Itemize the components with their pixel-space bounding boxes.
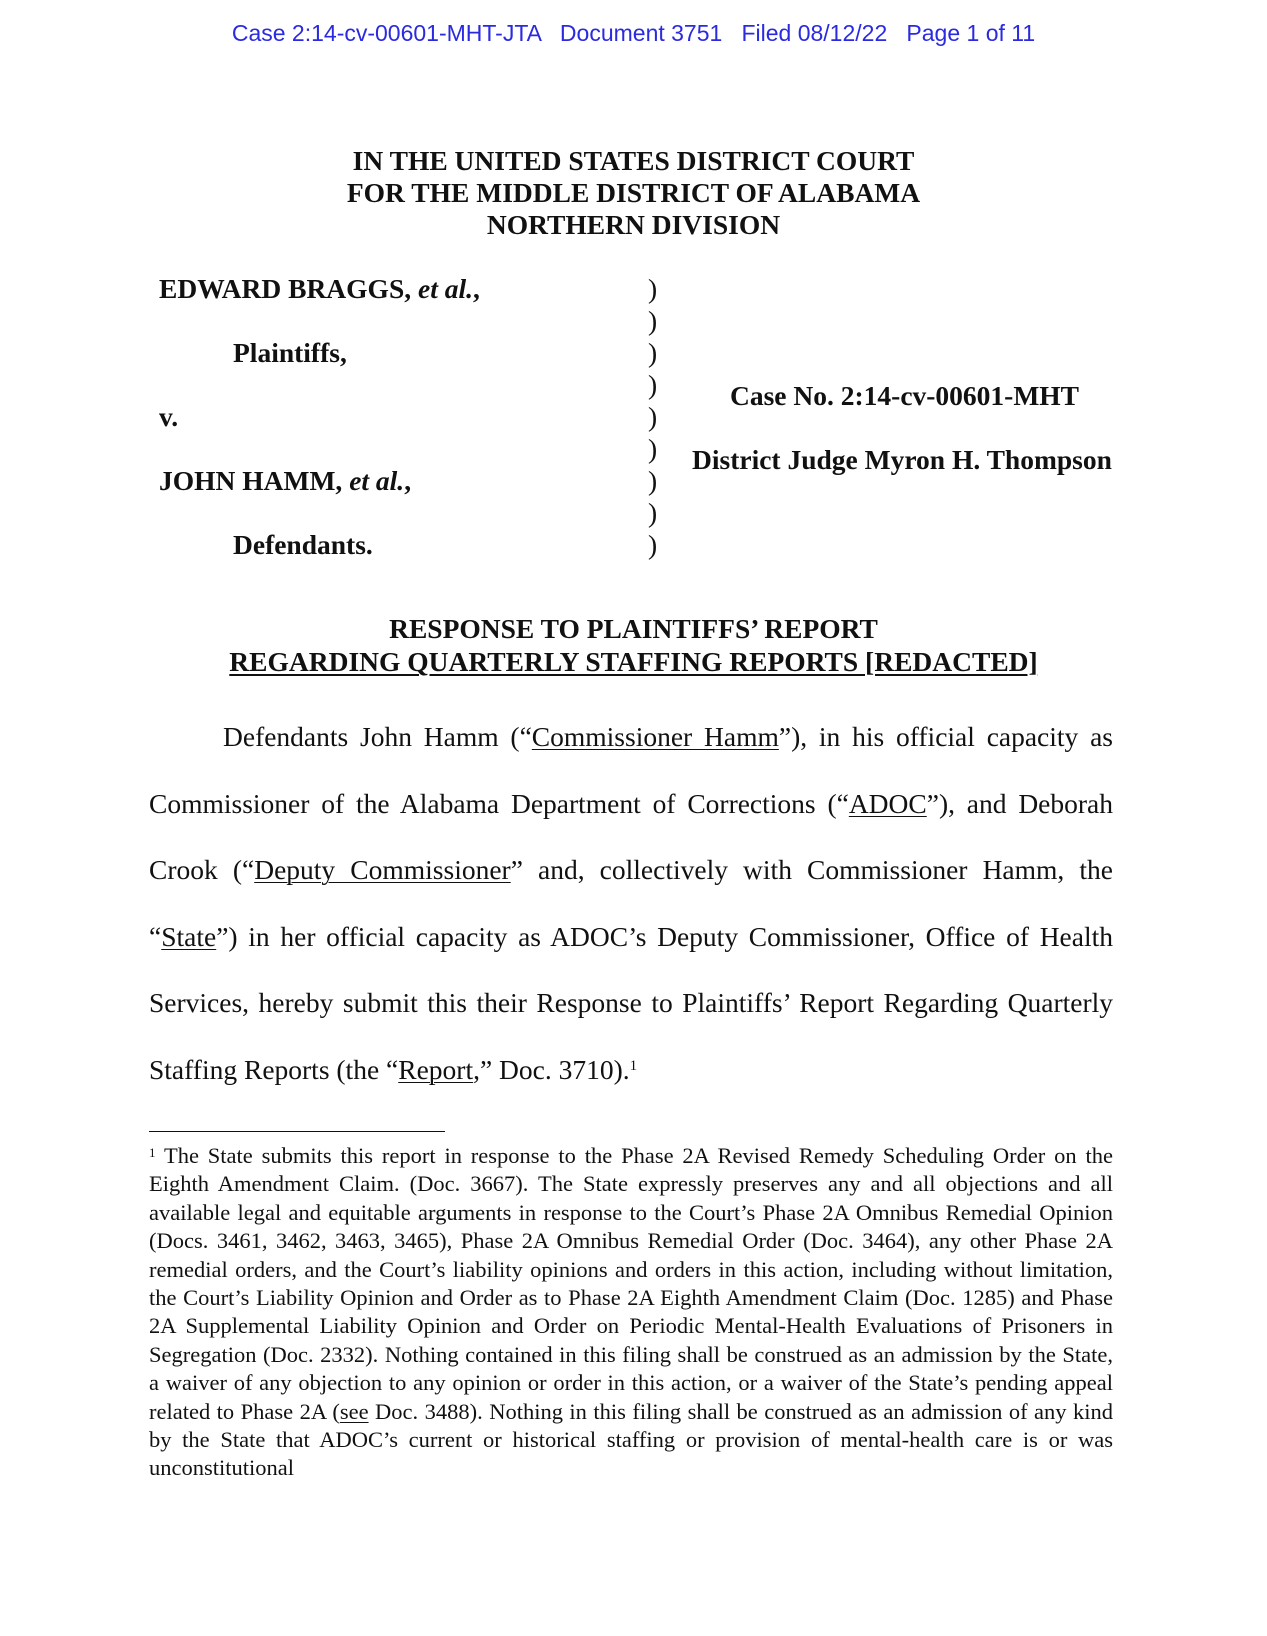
- title-line-2: REGARDING QUARTERLY STAFFING REPORTS [REDACTED]: [229, 646, 1038, 677]
- footnote-number: 1: [149, 1145, 156, 1160]
- body-paragraph: Defendants John Hamm (“Commissioner Hamm”), in his official capacity as Commissioner of the Alabama Department of Corrections (“ADOC”), and Deborah Crook (“Deputy Commissioner” and, collectively with Commissioner Hamm, the “State”) in her official capacity as ADOC’s Deputy Commissioner, Office of Health Services, hereby submit this their Response to Plaintiffs’ Report Regarding Quarterly Staffing Reports (the “Report,” Doc. 3710).$^1$: [149, 721, 1114, 1085]
- see-signal: see: [339, 1398, 369, 1424]
- case-number: Case No. 2:14-cv-00601-MHT: [730, 380, 1080, 411]
- document-title: [0, 612, 1267, 678]
- court-line-1: IN THE UNITED STATES DISTRICT COURT: [352, 145, 915, 176]
- plaintiff-name: EDWARD BRAGGS, et al.,: [159, 273, 480, 304]
- plaintiff-role: Plaintiffs,: [233, 337, 347, 368]
- defendant-name: JOHN HAMM, et al.,: [159, 465, 412, 496]
- footnote-reference[interactable]: 1: [629, 1057, 638, 1074]
- caption-paren-column: ) ) ) ) ) ) ) ) ): [648, 273, 658, 560]
- title-line-1: RESPONSE TO PLAINTIFFS’ REPORT: [389, 613, 878, 644]
- defined-term-state: State: [161, 920, 217, 952]
- court-line-3: NORTHERN DIVISION: [486, 209, 781, 240]
- footnote-1: $^1$ The State submits this report in response to the Phase 2A Revised Remedy Scheduling Order on the Eighth Amendment Claim. (Doc. 3667). The State expressly preserves any and all objections and all available legal and equitable arguments in response to the Court’s Phase 2A Omnibus Remedial Opinion (Docs. 3461, 3462, 3463, 3465), Phase 2A Omnibus Remedial Order (Doc. 3464), any other Phase 2A remedial orders, and the Court’s liability opinions and orders in this action, including without limitation, the Court’s Liability Opinion and Order as to Phase 2A Eighth Amendment Claim (Doc. 1285) and Phase 2A Supplemental Liability Opinion and Order on Periodic Mental-Health Evaluations of Prisoners in Segregation (Doc. 2332). Nothing contained in this filing shall be construed as an admission by the State, a waiver of any objection to any opinion or order in this action, or a waiver of the State’s pending appeal related to Phase 2A (see Doc. 3488). Nothing in this filing shall be construed as an admission of any kind by the State that ADOC’s current or historical staffing or provision of mental-health care is or was unconstitutional: [149, 1143, 1113, 1481]
- footnote-separator: [149, 1131, 445, 1132]
- court-line-2: FOR THE MIDDLE DISTRICT OF ALABAMA: [346, 177, 921, 208]
- defined-term-commissioner-hamm: Commissioner Hamm: [531, 721, 779, 752]
- defendant-role: Defendants.: [233, 529, 373, 560]
- district-judge: District Judge Myron H. Thompson: [692, 444, 1112, 475]
- court-heading: [0, 145, 1267, 241]
- case-caption-parties: [159, 273, 480, 593]
- defined-term-report: Report: [398, 1053, 474, 1085]
- ecf-header-stamp: Case 2:14-cv-00601-MHT-JTA Document 3751 Filed 08/12/22 Page 1 of 11: [231, 20, 1036, 46]
- defined-term-adoc: ADOC: [848, 787, 927, 819]
- defined-term-deputy-commissioner: Deputy Commissioner: [254, 854, 511, 885]
- versus: v.: [159, 401, 179, 432]
